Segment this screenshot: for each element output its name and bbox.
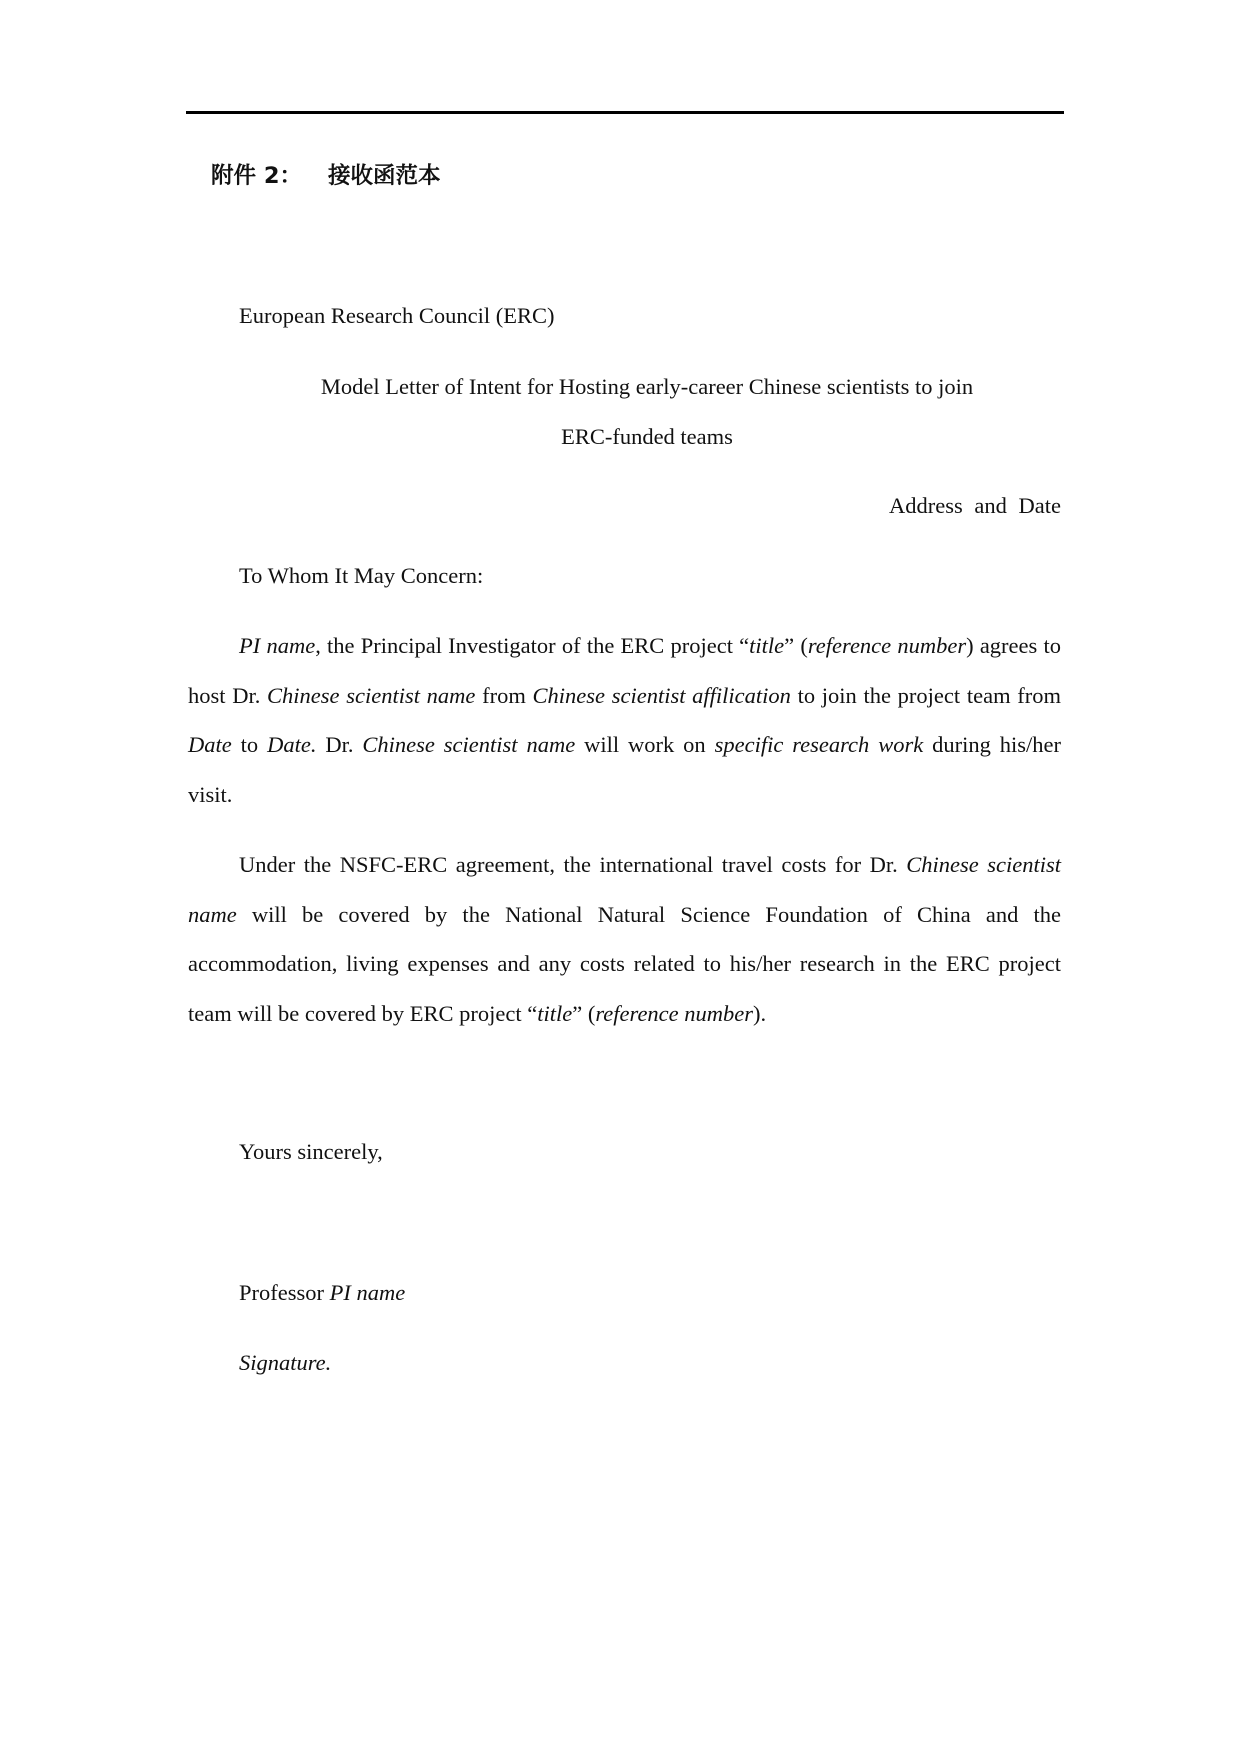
signer-name: PI name [329, 1280, 406, 1305]
closing: Yours sincerely, [239, 1139, 383, 1164]
reference-number: reference number [807, 633, 967, 658]
signer: Professor PI name [239, 1280, 406, 1305]
document-title [188, 362, 1061, 461]
organization: European Research Council (ERC) [239, 303, 555, 328]
scientist-name: Chinese scientist name [188, 852, 1062, 927]
project-title: title [537, 1000, 573, 1026]
paragraph-2: Under the NSFC-ERC agreement, the international travel costs for Dr. Chinese scientist name will be covered by the National Natural Science Foundation of China and the accommodation, living expenses and any costs related to his/her research in the ERC project team will be covered by ERC project “title” (reference number). [188, 852, 1062, 1026]
reference-number: reference number [595, 1000, 754, 1026]
scientist-name: Chinese scientist name [267, 682, 476, 708]
start-date: Date [188, 732, 232, 758]
pi-name: PI name [239, 633, 316, 658]
attachment-label: 附件 2： [211, 163, 302, 189]
header-rule [186, 111, 1064, 114]
attachment-heading [211, 152, 441, 202]
document-title-line2: ERC-funded teams [561, 423, 733, 449]
scientist-name: Chinese scientist name [362, 732, 576, 758]
address-and-date: Address and Date [889, 493, 1061, 518]
paragraph-1: PI name, the Principal Investigator of the ERC project “title” (reference number) agrees to host Dr. Chinese scientist name from Chinese scientist affilication to join the project team from Date to Date. Dr. Chinese scientist name will work on specific research work during his/her visit. [188, 633, 1062, 807]
research-work: specific research work [714, 732, 924, 758]
scientist-affiliation: Chinese scientist affilication [532, 682, 791, 708]
end-date: Date. [267, 732, 317, 758]
project-title: title [749, 633, 785, 658]
salutation: To Whom It May Concern: [239, 563, 484, 588]
attachment-title: 接收函范本 [328, 163, 441, 189]
signature: Signature. [239, 1350, 332, 1375]
document-title-line1: Model Letter of Intent for Hosting early-career Chinese scientists to join [320, 374, 974, 399]
